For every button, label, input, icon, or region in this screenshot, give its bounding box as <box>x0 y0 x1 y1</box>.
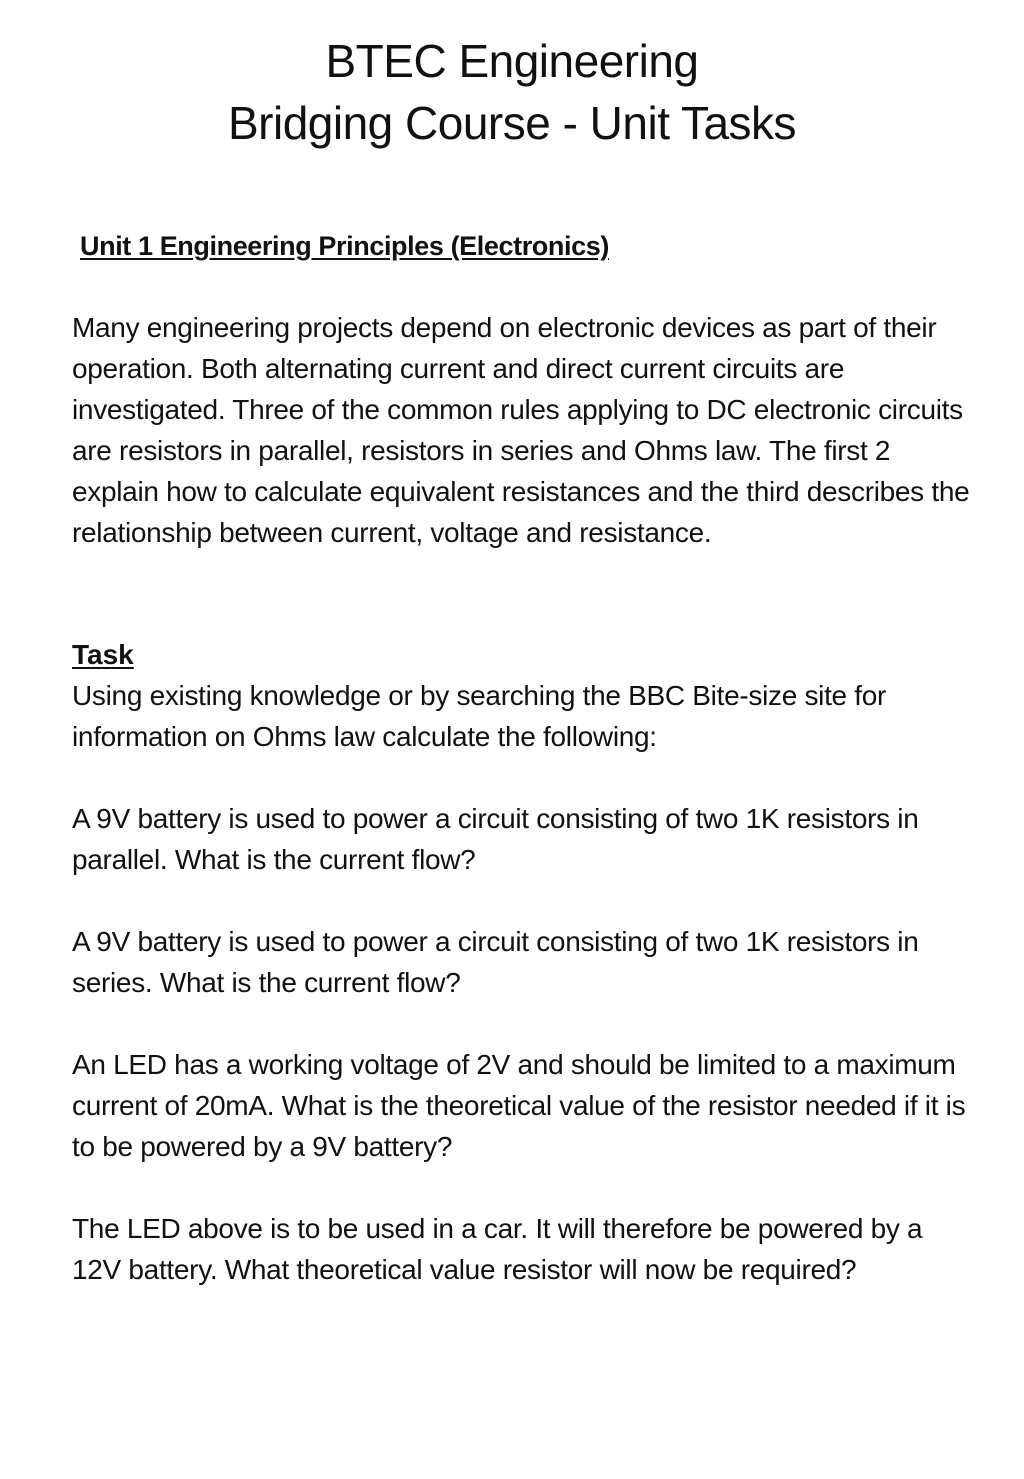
title-line-2: Bridging Course - Unit Tasks <box>227 97 797 149</box>
task-heading: Task <box>72 639 134 670</box>
page-title <box>0 30 1024 154</box>
question-1: A 9V battery is used to power a circuit consisting of two 1K resistors in parallel. What is the current flow? <box>72 803 919 875</box>
question-4: The LED above is to be used in a car. It will therefore be powered by a 12V battery. What theoretical value resistor will now be required? <box>72 1213 923 1285</box>
question-2: A 9V battery is used to power a circuit consisting of two 1K resistors in series. What is the current flow? <box>72 926 919 998</box>
question-3: An LED has a working voltage of 2V and should be limited to a maximum current of 20mA. What is the theoretical value of the resistor needed if it is to be powered by a 9V battery? <box>72 1049 966 1162</box>
title-line-1: BTEC Engineering <box>325 35 699 87</box>
unit-heading: Unit 1 Engineering Principles (Electronics) <box>80 231 609 261</box>
unit-intro-paragraph: Many engineering projects depend on electronic devices as part of their operation. Both alternating current and direct current circuits are investigated. Three of the common rules applying to DC electronic circuits are resistors in parallel, resistors in series and Ohms law. The first 2 explain how to calculate equivalent resistances and the third describes the relationship between current, voltage and resistance. <box>72 312 970 548</box>
task-intro-paragraph: Using existing knowledge or by searching the BBC Bite-size site for information on Ohms law calculate the following: <box>72 680 887 752</box>
